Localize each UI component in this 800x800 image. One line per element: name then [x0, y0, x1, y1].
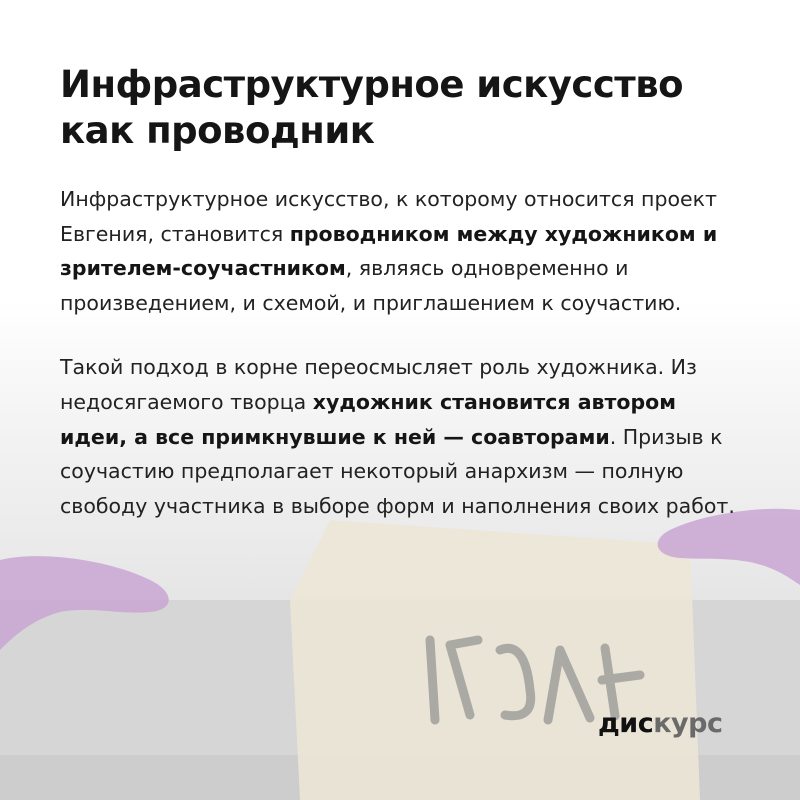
page-title: Инфраструктурное искусство как проводник	[60, 63, 684, 152]
paragraph-1-text-b: , являясь одновременно и произведением, и схемой, и приглашением к соучастию.	[60, 256, 682, 315]
brand-logo	[598, 704, 723, 744]
logo-part-dark: дис	[598, 708, 654, 739]
paragraph-2-text-a: Такой подход в корне переосмысляет роль художника. Из недосягаемого творца	[60, 355, 697, 414]
paragraph-2	[60, 350, 750, 523]
paragraph-1-text-a: Инфраструктурное искусство, к которому относится проект Евгения, становится	[60, 187, 717, 246]
paper-sheet	[290, 520, 700, 800]
paragraph-1-bold: проводником между художником и зрителем-соучастником	[60, 221, 718, 281]
logo-part-light: курс	[653, 708, 723, 739]
paragraph-2-text-b: . Призыв к соучастию предполагает некоторый анархизм — полную свободу участника в выборе форм и наполнения своих работ.	[60, 424, 735, 518]
content-block	[60, 62, 750, 523]
paragraph-1	[60, 182, 750, 320]
paragraph-2-bold: художник становится автором идеи, а все примкнувшие к ней — соавторами	[60, 389, 677, 449]
